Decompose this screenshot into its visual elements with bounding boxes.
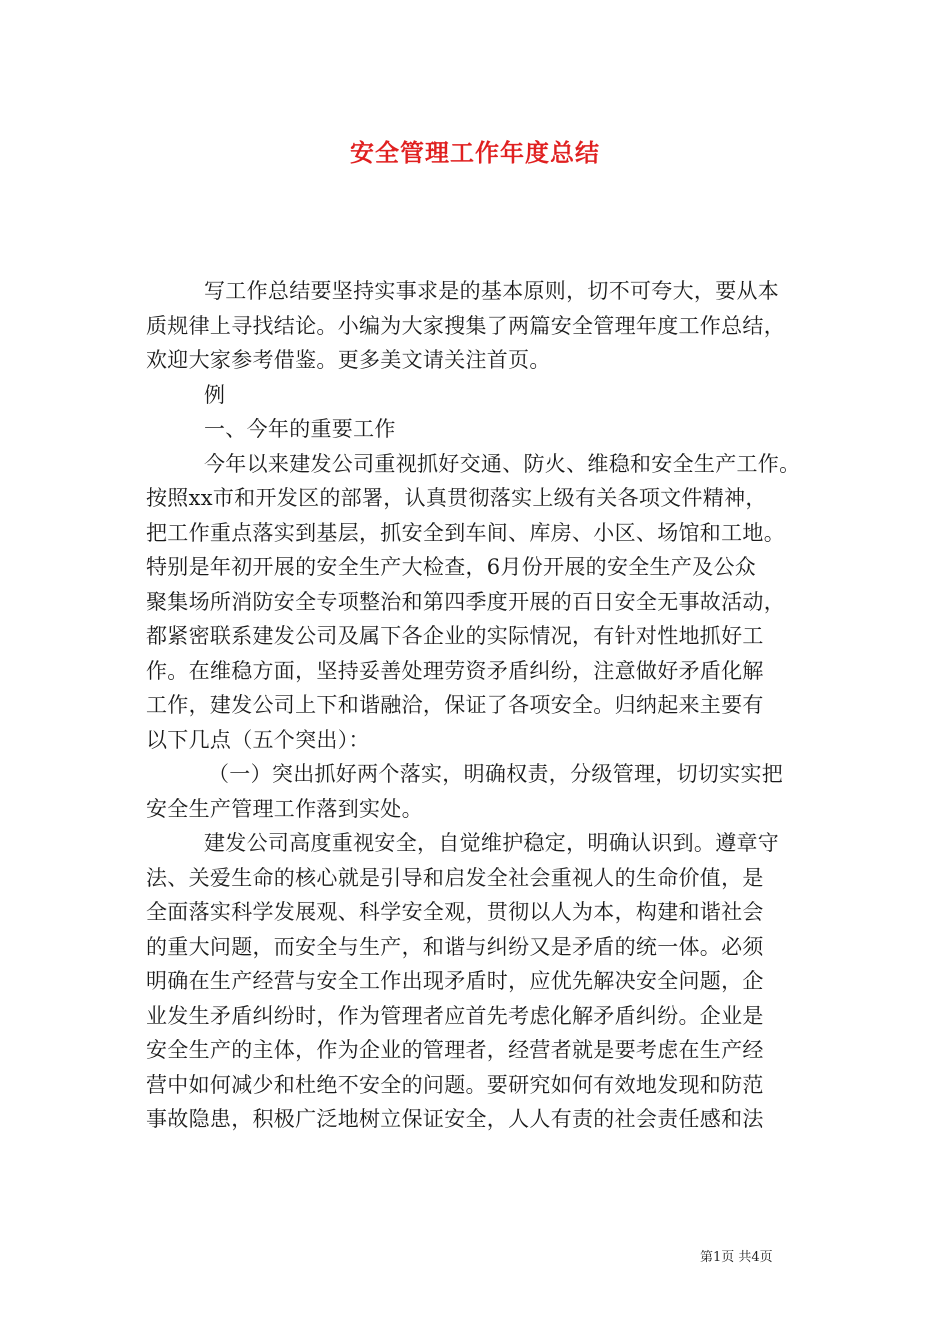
body-text-line: 业发生矛盾纠纷时，作为管理者应首先考虑化解矛盾纠纷。企业是 bbox=[146, 1003, 764, 1028]
body-text-line: 明确在生产经营与安全工作出现矛盾时，应优先解决安全问题，企 bbox=[146, 969, 764, 993]
body-text-line: 欢迎大家参考借鉴。更多美文请关注首页。 bbox=[146, 348, 551, 372]
document-body bbox=[146, 274, 808, 1137]
body-text-line: 按照xx市和开发区的部署，认真贯彻落实上级有关各项文件精神， bbox=[146, 486, 767, 510]
body-text-line: 工作，建发公司上下和谐融洽，保证了各项安全。归纳起来主要有 bbox=[146, 693, 764, 717]
body-text-line: 法、关爱生命的核心就是引导和启发全社会重视人的生命价值，是 bbox=[146, 865, 764, 890]
body-text-line: （一）突出抓好两个落实，明确权责，分级管理，切切实实把 bbox=[208, 762, 784, 786]
body-text-line: 的重大问题，而安全与生产，和谐与纠纷又是矛盾的统一体。必须 bbox=[146, 934, 764, 959]
page-number-footer: 第1页 共4页 bbox=[700, 1250, 773, 1265]
body-text-line: 一、今年的重要工作 bbox=[204, 417, 396, 441]
body-text-line: 质规律上寻找结论。小编为大家搜集了两篇安全管理年度工作总结， bbox=[146, 313, 785, 338]
body-text-line: 安全生产的主体，作为企业的管理者，经营者就是要考虑在生产经 bbox=[146, 1038, 764, 1062]
body-text-line: 写工作总结要坚持实事求是的基本原则，切不可夸大，要从本 bbox=[204, 279, 780, 303]
body-text-line: 作。在维稳方面，坚持妥善处理劳资矛盾纠纷，注意做好矛盾化解 bbox=[146, 658, 764, 683]
document-title: 安全管理工作年度总结 bbox=[350, 139, 600, 167]
body-text-line: 营中如何减少和杜绝不安全的问题。要研究如何有效地发现和防范 bbox=[146, 1072, 764, 1097]
body-text-line: 聚集场所消防安全专项整治和第四季度开展的百日安全无事故活动， bbox=[146, 589, 785, 614]
body-text-line: 今年以来建发公司重视抓好交通、防火、维稳和安全生产工作。 bbox=[204, 451, 801, 476]
body-text-line: 例 bbox=[204, 382, 226, 407]
body-text-line: 特别是年初开展的安全生产大检查，6月份开展的安全生产及公众 bbox=[146, 555, 757, 579]
body-text-line: 安全生产管理工作落到实处。 bbox=[146, 796, 423, 821]
body-text-line: 以下几点（五个突出）： bbox=[146, 727, 370, 752]
body-text-line: 都紧密联系建发公司及属下各企业的实际情况，有针对性地抓好工 bbox=[146, 624, 764, 648]
body-text-line: 把工作重点落实到基层，抓安全到车间、库房、小区、场馆和工地。 bbox=[146, 520, 785, 545]
body-text-line: 事故隐患，积极广泛地树立保证安全，人人有责的社会责任感和法 bbox=[146, 1107, 764, 1131]
body-text-line: 建发公司高度重视安全，自觉维护稳定，明确认识到。遵章守 bbox=[204, 831, 780, 855]
body-text-line: 全面落实科学发展观、科学安全观，贯彻以人为本，构建和谐社会 bbox=[146, 900, 764, 924]
